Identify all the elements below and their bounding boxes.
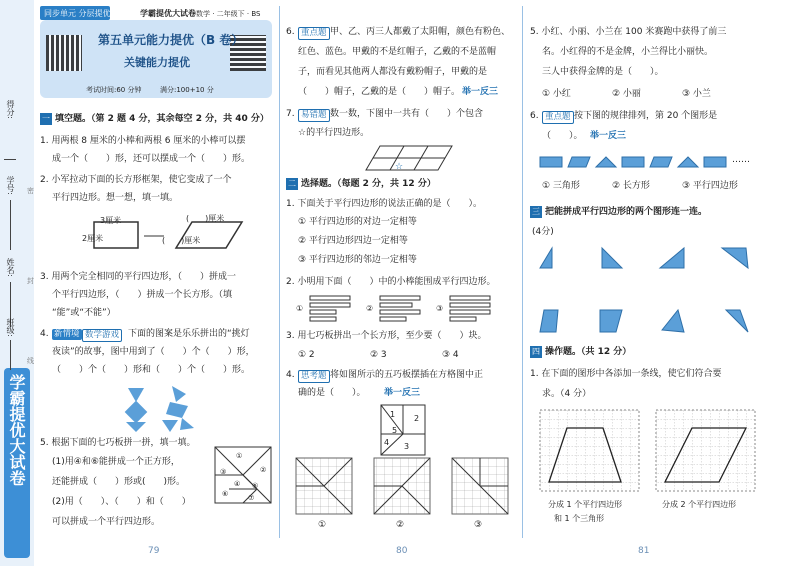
sticks-options-figure xyxy=(298,294,514,320)
puzzle-piece-number: 3 xyxy=(404,442,410,451)
puzzle-piece-number: 5 xyxy=(392,426,398,435)
para-height-blank[interactable]: ( )厘米 xyxy=(162,236,201,245)
question-text: 2. 小明用下面（ ）中的小棒能围成平行四边形。 xyxy=(286,277,496,287)
option-text[interactable]: ② 小丽 xyxy=(612,89,641,99)
question-text: 夜读”的故事，图中用到了（ ）个（ ）形， xyxy=(52,347,255,357)
tangram-piece-number: ⑤ xyxy=(252,482,259,490)
unit-title: 第五单元能力提优（B 卷） xyxy=(98,33,244,47)
question-text: 求。（4 分） xyxy=(542,389,592,399)
header-badge-text: 同步单元 分层提优 xyxy=(44,9,111,18)
question-text: 下面的图案是乐乐拼出的“挑灯 xyxy=(128,329,250,339)
question-text: 1. 在下面的图形中各添加一条线，使它们符合要 xyxy=(530,369,722,379)
section-score: (4分) xyxy=(532,227,554,237)
full-score: 满分:100+10 分 xyxy=(160,86,214,94)
question-text: 2. 小军拉动下面的长方形框架，使它变成了一个 xyxy=(40,175,232,185)
question-text: 还能拼成（ ）形或( )形。 xyxy=(52,477,186,487)
puzzle-piece-number: 4 xyxy=(384,438,390,447)
section-title: 填空题。（第 2 题 4 分，其余每空 2 分，共 40 分） xyxy=(55,114,269,124)
question-text: 1. 下面关于平行四边形的说法正确的是（ ）。 xyxy=(286,199,482,209)
tangram-piece xyxy=(166,402,188,418)
header-series: 学霸提优大试卷 xyxy=(140,9,196,18)
question-text: 1. 用两根 8 厘米的小棒和两根 6 厘米的小棒可以摆 xyxy=(40,136,246,146)
question-text: 甲、乙、丙三人都戴了太阳帽，颜色有粉色、 xyxy=(330,27,511,37)
section-number: 二 xyxy=(288,179,296,188)
question-text: 数一数，下图中一共有（ ）个包含 xyxy=(330,109,484,119)
tangram-piece-number: ⑥ xyxy=(222,490,229,498)
option-text[interactable]: ① 小红 xyxy=(542,89,571,99)
option-text[interactable]: ① 2 xyxy=(298,350,315,360)
question-text: （ ）个（ ）形和（ ）个（ ）形。 xyxy=(52,365,251,375)
question-text: 个平行四边形，（ ）拼成一个长方形。（填 xyxy=(52,290,233,300)
header-subject: 数学 · 二年级下 · BS xyxy=(196,10,261,18)
id-line[interactable] xyxy=(10,200,11,250)
shape-sequence-figure xyxy=(540,154,740,170)
question-text: 三人中获得金牌的是（ ）。 xyxy=(542,67,664,77)
sidebar-brand-text: 学霸提优大试卷 xyxy=(7,374,26,486)
option-text[interactable]: ② 长方形 xyxy=(612,181,650,191)
subtitle: 关键能力提优 xyxy=(124,56,190,69)
grid-caption: 分成 2 个平行四边形 xyxy=(662,500,737,509)
tangram-piece-number: ① xyxy=(236,452,243,460)
name-label: 姓名: xyxy=(6,258,15,277)
question-text: 确的是（ ）。 xyxy=(298,388,366,398)
option-text[interactable]: ① 平行四边形的对边一定相等 xyxy=(298,217,417,227)
parallelogram-grid-figure xyxy=(366,144,456,172)
question-text: （ ）。 xyxy=(542,131,583,141)
question-text: 名。小红得的不是金牌，小兰得比小丽快。 xyxy=(542,47,714,57)
svg-text:☆: ☆ xyxy=(395,162,404,172)
question-text: (1)用④和⑥能拼成一个正方形， xyxy=(52,457,180,467)
option-label[interactable]: ③ xyxy=(474,520,483,530)
section-number: 四 xyxy=(532,347,540,356)
question-text: 成一个（ ）形，还可以摆成一个（ ）形。 xyxy=(52,154,251,164)
tangram-piece xyxy=(125,401,148,424)
matching-shapes-figure[interactable] xyxy=(536,244,766,340)
question-text: 5. 小红、小丽、小兰在 100 米赛跑中获得了前三 xyxy=(530,27,727,37)
tag-key-question: 重点题 xyxy=(542,111,574,124)
seal-char: 线 xyxy=(27,357,34,365)
tangram-piece xyxy=(126,422,146,432)
page-number: 80 xyxy=(396,546,408,556)
question-text: 3. 用七巧板拼出一个长方形，至少要（ ）块。 xyxy=(286,331,487,341)
question-text: 平行四边形。想一想，填一填。 xyxy=(52,193,179,203)
option-text[interactable]: ② 3 xyxy=(370,350,387,360)
question-number: 6. xyxy=(286,27,295,37)
section-title: 选择题。（每题 2 分，共 12 分） xyxy=(301,179,436,189)
tangram-piece xyxy=(128,388,144,402)
rect-height-label: 2厘米 xyxy=(82,234,104,243)
tag-key-question: 重点题 xyxy=(298,27,330,40)
qr-code-left xyxy=(46,35,82,71)
option-text[interactable]: ③ 平行四边形的邻边一定相等 xyxy=(298,255,417,265)
extension-link[interactable]: 举一反三 xyxy=(384,388,421,398)
tangram-piece-number: ③ xyxy=(220,468,227,476)
question-text: 子，而看见其他两人都没有戴粉帽子，甲戴的是 xyxy=(298,67,488,77)
question-number: 7. xyxy=(286,109,295,119)
drawing-grid-2[interactable] xyxy=(656,410,756,494)
exam-time: 考试时间:60 分钟 xyxy=(86,86,142,94)
grid-caption: 和 1 个三角形 xyxy=(554,514,605,523)
option-label[interactable]: ① xyxy=(318,520,327,530)
para-width-blank[interactable]: ( )厘米 xyxy=(186,214,225,223)
option-text[interactable]: ③ 平行四边形 xyxy=(682,181,738,191)
option-label[interactable]: ③ xyxy=(436,304,444,313)
page-divider xyxy=(522,6,523,538)
class-label: 班级: xyxy=(6,318,15,337)
option-text[interactable]: ③ 小兰 xyxy=(682,89,711,99)
tag-error-prone: 易错题 xyxy=(298,109,330,122)
page-number: 79 xyxy=(148,546,160,556)
drawing-grid-1[interactable] xyxy=(540,410,640,494)
extension-link[interactable]: 举一反三 xyxy=(462,87,499,97)
score-box[interactable] xyxy=(4,125,16,160)
question-text: 3. 用两个完全相同的平行四边形，（ ）拼成一 xyxy=(40,272,236,282)
grid-options-figure xyxy=(296,458,512,522)
question-text: “能”或“不能”） xyxy=(52,308,116,318)
class-line[interactable] xyxy=(10,340,11,370)
sequence-ellipsis: …… xyxy=(732,155,750,165)
tangram-piece xyxy=(162,420,178,432)
option-text[interactable]: ② 平行四边形四边一定相等 xyxy=(298,236,408,246)
score-label: 得分: xyxy=(6,100,15,119)
puzzle-piece-number: 2 xyxy=(414,414,420,423)
option-text[interactable]: ③ 4 xyxy=(442,350,459,360)
option-text[interactable]: ① 三角形 xyxy=(542,181,580,191)
option-label[interactable]: ① xyxy=(296,304,304,313)
question-text: 将如图所示的五巧板摆插在方格图中正 xyxy=(330,370,484,380)
page-number: 81 xyxy=(638,546,650,556)
id-label: 学号: xyxy=(6,176,15,195)
section-title: 操作题。（共 12 分） xyxy=(545,347,632,357)
section-number: 三 xyxy=(532,207,540,216)
question-number: 4. xyxy=(286,370,295,380)
question-text: 按下图的规律排列，第 20 个图形是 xyxy=(574,111,718,121)
tag-math-game: 数学游戏 xyxy=(82,329,122,342)
question-number: 4. xyxy=(40,329,49,339)
tangram-story-figure xyxy=(124,384,214,434)
question-text: 5. 根据下面的七巧板拼一拼，填一填。 xyxy=(40,438,196,448)
rect-width-label: 3厘米 xyxy=(100,216,122,225)
section-title: 把能拼成平行四边形的两个图形连一连。 xyxy=(545,207,708,217)
section-number: 一 xyxy=(42,114,50,123)
tangram-piece-number: ② xyxy=(260,466,267,474)
tangram-piece-number: ⑦ xyxy=(248,494,255,502)
tangram-piece-number: ④ xyxy=(234,480,241,488)
grid-caption: 分成 1 个平行四边形 xyxy=(548,500,623,509)
page-divider xyxy=(279,6,280,538)
option-label[interactable]: ② xyxy=(366,304,374,313)
question-text: ☆的平行四边形。 xyxy=(298,128,370,138)
option-label[interactable]: ② xyxy=(396,520,405,530)
question-number: 6. xyxy=(530,111,539,121)
question-text: 可以拼成一个平行四边形。 xyxy=(52,517,161,527)
seal-char: 密 xyxy=(27,187,34,195)
question-text: 红色、蓝色。甲戴的不是红帽子，乙戴的不是蓝帽 xyxy=(298,47,497,57)
extension-link[interactable]: 举一反三 xyxy=(590,131,627,141)
puzzle-piece-number: 1 xyxy=(390,410,396,419)
seal-char: 封 xyxy=(27,277,34,285)
question-text: （ ）帽子，乙戴的是（ ）帽子。 xyxy=(298,87,461,97)
tangram-piece xyxy=(180,418,194,430)
tangram-piece xyxy=(172,386,186,402)
tag-new-context: 新情境 xyxy=(54,329,80,339)
tag-thinking-question: 思考题 xyxy=(298,370,330,383)
question-text: (2)用（ ）、（ ）和（ ） xyxy=(52,497,191,507)
